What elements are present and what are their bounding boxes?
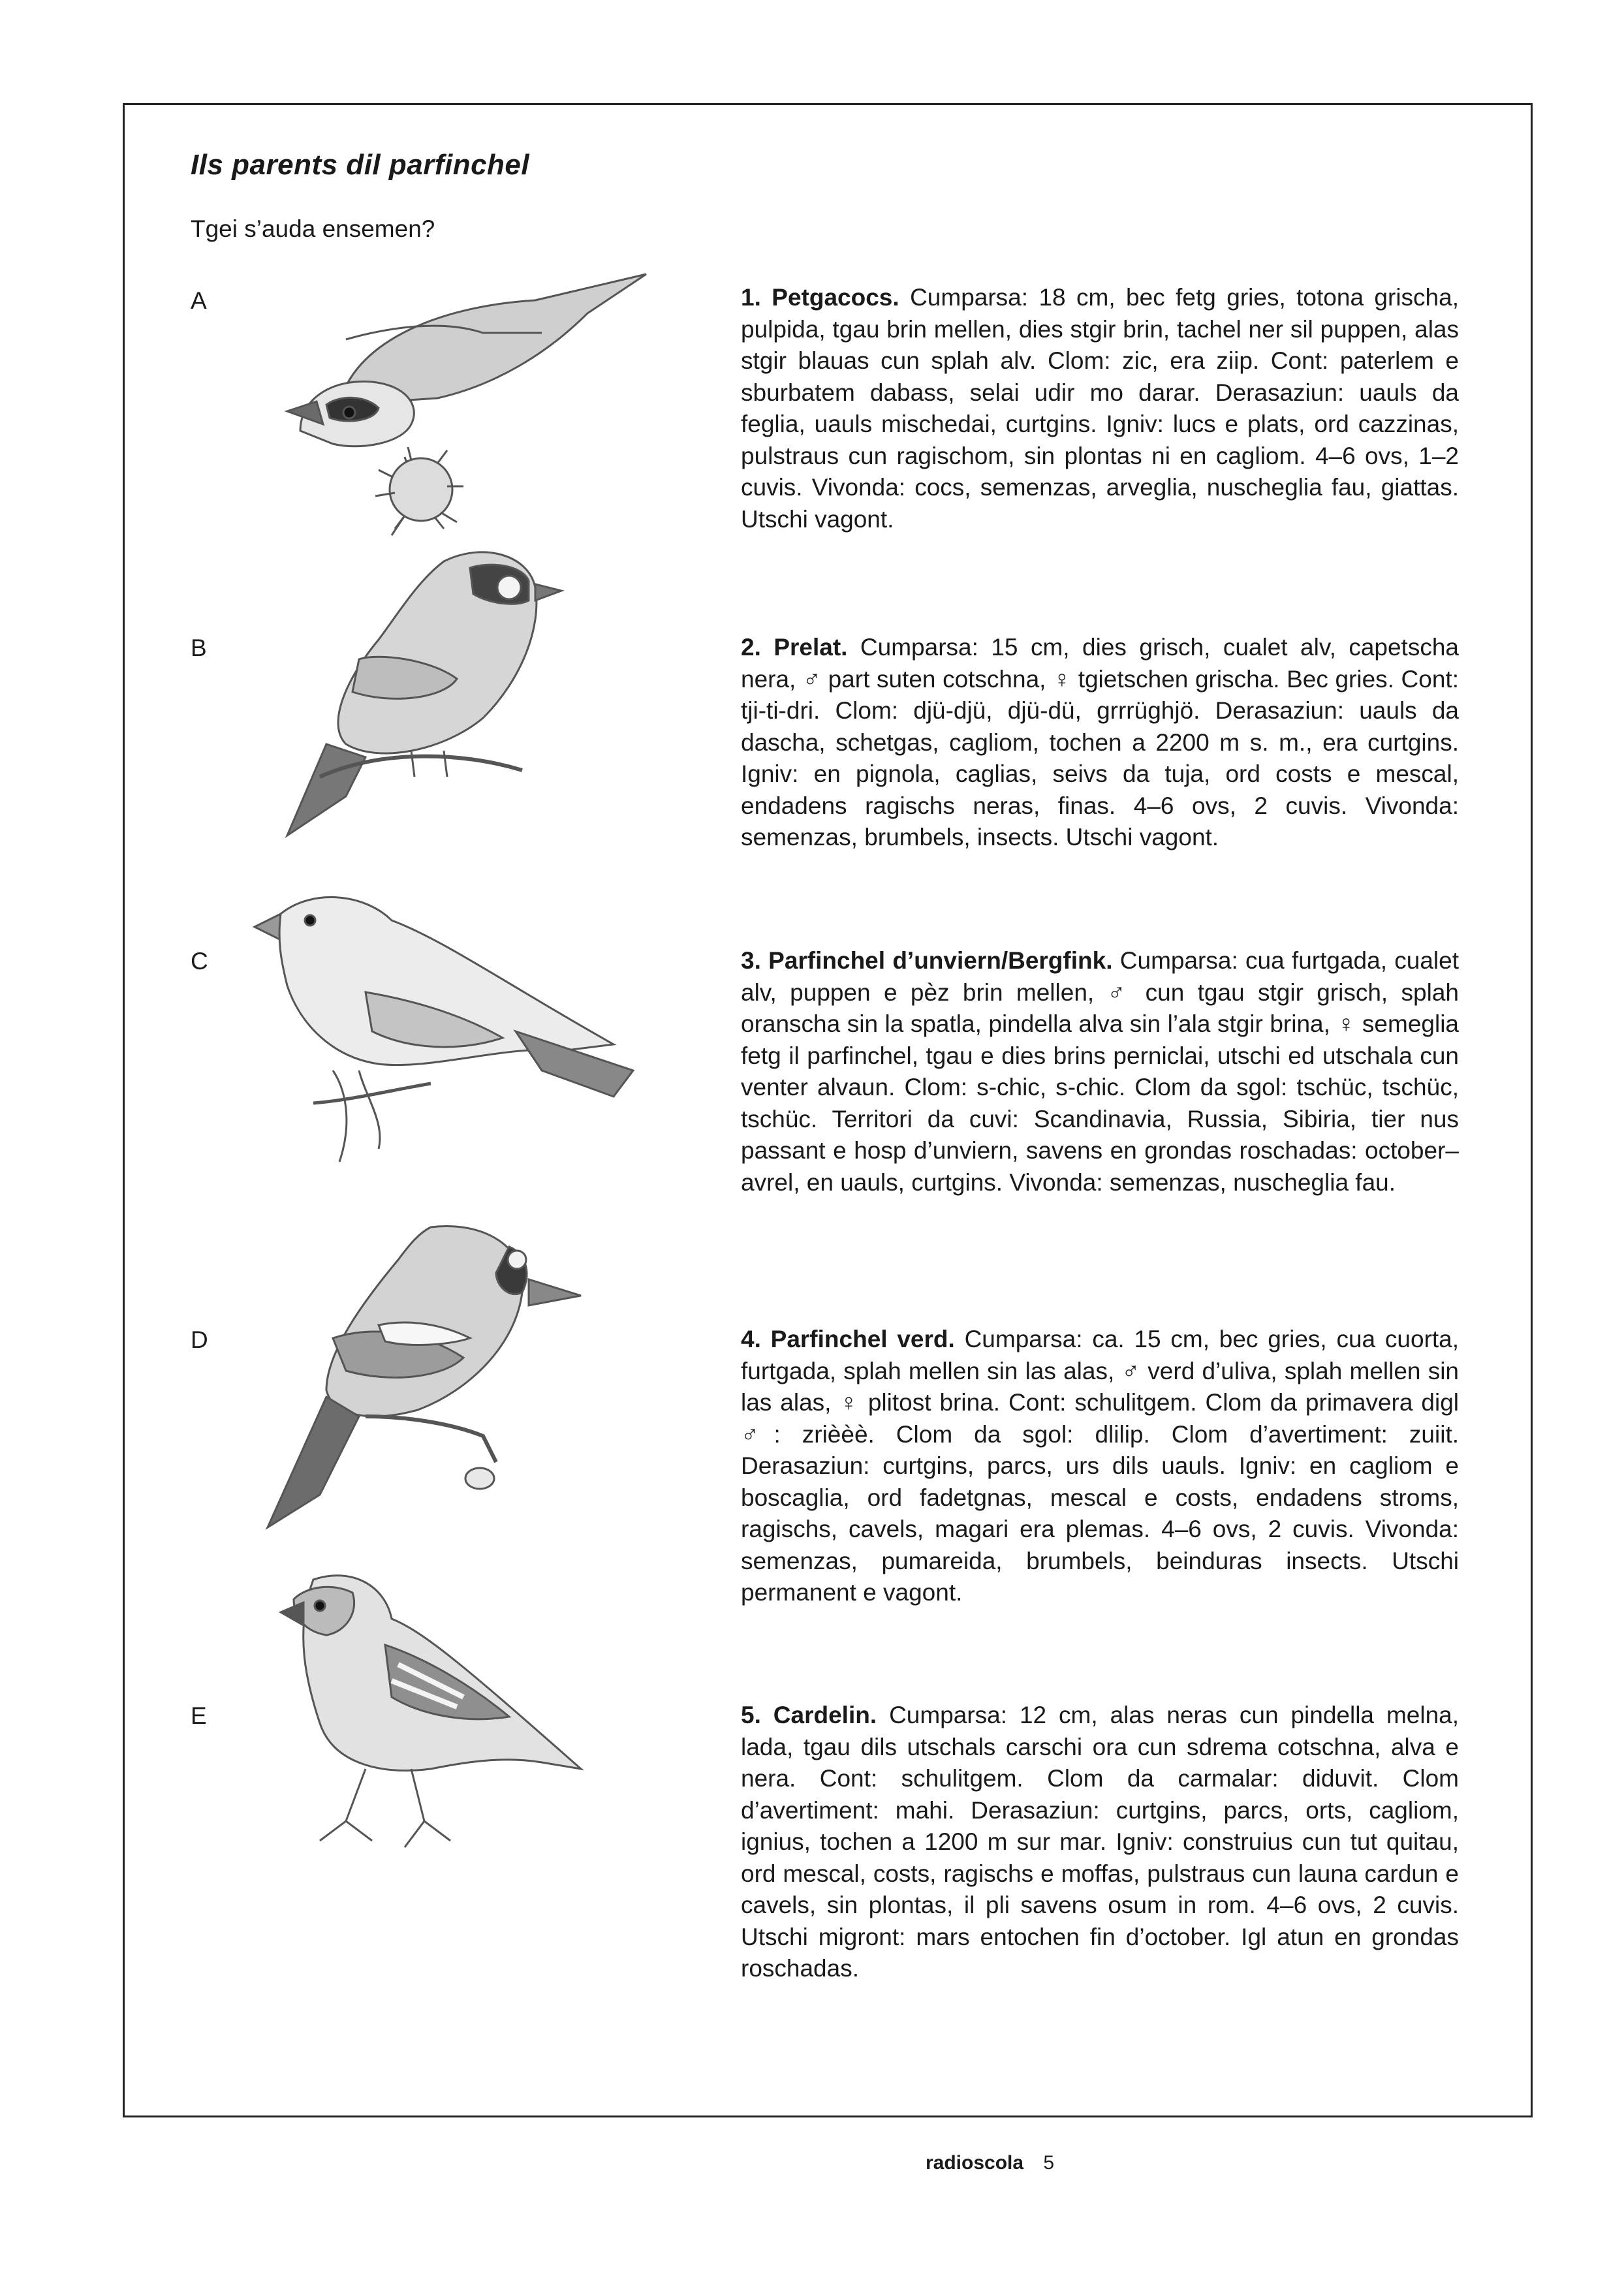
entry-3-text: Cumparsa: cua furtgada, cualet alv, puppen e pèz brin mellen, ♂ cun tgau stgir grisch, splah oranscha sin la spatla, pindella alva sin l’ala stgir brina, ♀ semeglia fetg il parfinchel, tgau e dies brins perniclai, utschi ed utschala cun venter alvaun. Clom: s-chic, s-chic. Clom da sgol: tschüc, tschüc, tschüc. Territori da cuvi: Scandinavia, Russia, Sibiria, tier nus passant e hosp d’unviern, savens en grondas roschadas: october–avrel, en uauls, curtgins. Vivonda: semenzas, nuscheglia fau. [741,947,1459,1196]
hawfinch-perched-illustration [248,529,587,855]
letter-b: B [191,634,207,661]
letter-e: E [191,1702,207,1729]
footer-brand: radioscola [926,2152,1024,2174]
entry-2 [741,632,1459,854]
entry-5-name: Cardelin. [773,1702,877,1728]
entry-1 [741,282,1459,535]
entry-4-name: Parfinchel verd. [770,1326,955,1352]
brambling-illustration [235,875,640,1175]
entry-5-text: Cumparsa: 12 cm, alas neras cun pindella melna, lada, tgau dils utschals carschi ora cun sdrema cotschna, alva e nera. Cont: schulitgem. Clom da carmalar: diduvit. Clom d’avertiment: mahi. Derasaziun: curtgins, parcs, orts, cagliom, ignius, tochen a 1200 m sur mar. Igniv: construius cun tut quitau, ord mescal, costs, ragischs e moffas, pulstraus cun launa cardun e cavels, sin plontas, il pli savens osum in rom. 4–6 ovs, 2 cuvis. Utschi migront: mars entochen fin d’october. Igl atun en grondas roschadas. [741,1702,1460,1982]
letter-c: C [191,948,208,975]
entry-1-number: 1. [741,284,761,311]
entry-1-name: Petgacocs. [772,284,899,311]
entry-5-number: 5. [741,1702,761,1728]
entry-3-number: 3. [741,947,761,974]
entry-3 [741,945,1459,1198]
entry-5 [741,1700,1459,1985]
letter-a: A [191,287,207,314]
entry-4-text: Cumparsa: ca. 15 cm, bec gries, cua cuorta, furtgada, splah mellen sin las alas, ♂ verd d’uliva, splah mellen sin las alas, ♀ plitost brina. Cont: schulitgem. Clom da primavera digl ♂: zrièèè. Clom da sgol: dlilip. Clom d’avertiment: zuiit. Derasaziun: curtgins, parcs, urs dils uauls. Igniv: en cagliom e boscaglia, ord fadetgnas, mescal e costs, endadens stroms, ragischs, cavels, magari era plemas. 4–6 ovs, 2 cuvis. Vivonda: semenzas, pumareida, brumbels, beinduras insects. Utschi permanent e vagont. [741,1326,1460,1606]
entry-4 [741,1324,1459,1609]
page-footer [926,2152,1054,2174]
chaffinch-illustration [255,1567,607,1880]
entry-1-text: Cumparsa: 18 cm, bec fetg gries, totona grischa, pulpida, tgau brin mellen, dies stgir brin, tachel ner sil puppen, alas stgir blauas cun splah alv. Clom: zic, era ziip. Cont: paterlem e sburbatem dabass, selai udir mo darar. Derasaziun: uauls da feglia, uauls mischedai, curtgins. Igniv: lucs e plats, ord cazzinas, pulstraus cun ragischom, sin plontas ni en cagliom. 4–6 ovs, 1–2 cuvis. Vivonda: cocs, semenzas, arveglia, nuscheglia fau, giattas. Utschi vagont. [741,284,1459,533]
letter-d: D [191,1326,208,1353]
page-number: 5 [1043,2152,1055,2174]
entry-2-name: Prelat. [773,634,848,661]
entry-2-text: Cumparsa: 15 cm, dies grisch, cualet alv, capetscha nera, ♂ part suten cotschna, ♀ tgietschen grischa. Bec gries. Cont: tji-ti-dri. Clom: djü-djü, djü-dü, grrrüghjö. Derasaziun: uauls da dascha, schetgas, cagliom, tochen a 2200 m s. m., era curtgins. Igniv: en pignola, caglias, seivs da tuja, ord costs e mescal, endadens ragischs neras, finas. 4–6 ovs, 2 cuvis. Vivonda: semenzas, brumbels, insects. Utschi vagont. [741,634,1459,851]
entry-2-number: 2. [741,634,761,661]
entry-4-number: 4. [741,1326,761,1352]
entry-3-name: Parfinchel d’unviern/Bergfink. [768,947,1113,974]
page-subtitle: Tgei s’auda ensemen? [191,215,435,242]
page-title: Ils parents dil parfinchel [191,149,530,181]
hawfinch-perched-illustration-2 [235,1221,601,1547]
